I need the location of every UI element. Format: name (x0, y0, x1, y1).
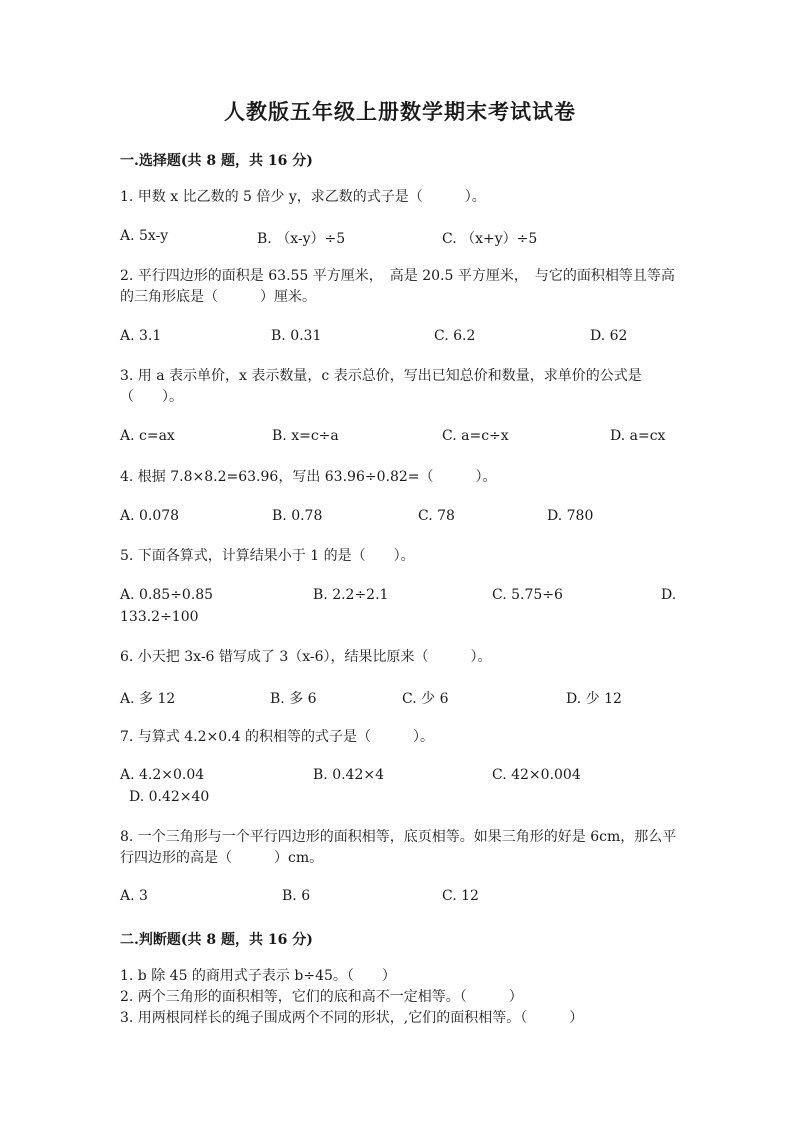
option-b: B. 2.2÷2.1 (313, 587, 389, 603)
question-1: 1. 甲数 x 比乙数的 5 倍少 y，求乙数的式子是（ ）。 (120, 189, 486, 205)
option-c: C. a=c÷x (442, 428, 509, 444)
judgement-2: 2. 两个三角形的面积相等，它们的底和高不一定相等。（ ） (120, 989, 523, 1005)
question-2: 2. 平行四边形的面积是 63.55 平方厘米， 高是 20.5 平方厘米， 与它的面积相等且等高的三角形底是（ ）厘米。 (120, 268, 675, 305)
option-c: C. 78 (418, 508, 455, 524)
question-3-options (120, 428, 680, 450)
question-4-options (120, 508, 680, 530)
option-a: A. 0.078 (120, 508, 180, 524)
judgement-1: 1. b 除 45 的商用式子表示 b÷45。（ ） (120, 968, 396, 984)
question-7-options (120, 767, 680, 811)
option-b: B. （x-y）÷5 (257, 231, 346, 247)
option-a: A. 0.85÷0.85 (120, 587, 214, 603)
section-heading-judgement: 二.判断题(共 8 题，共 16 分) (120, 932, 313, 948)
question-5-options (120, 587, 680, 631)
question-5: 5. 下面各算式，计算结果小于 1 的是（ ）。 (120, 548, 415, 564)
option-b: B. 6 (282, 888, 311, 904)
option-d: D. 0.42×40 (129, 789, 210, 805)
option-a: A. 3 (120, 888, 148, 904)
question-8: 8. 一个三角形与一个平行四边形的面积相等，底页相等。如果三角形的好是 6cm，那么平行四边形的高是（ ）cm。 (120, 829, 677, 866)
option-a: A. 3.1 (120, 328, 162, 344)
question-6-options (120, 688, 680, 710)
option-d-value: 133.2÷100 (120, 609, 199, 625)
option-c: C. （x+y）÷5 (442, 231, 538, 247)
option-c: C. 6.2 (434, 328, 476, 344)
section-heading-choice: 一.选择题(共 8 题，共 16 分) (120, 153, 313, 169)
option-a: A. 多 12 (120, 691, 176, 707)
question-3: 3. 用 a 表示单价，x 表示数量，c 表示总价，写出已知总价和数量，求单价的公式是（ ）。 (120, 368, 642, 405)
page-title: 人教版五年级上册数学期末考试试卷 (224, 99, 576, 124)
option-d: D. (661, 587, 677, 603)
option-c: C. 少 6 (402, 691, 449, 707)
option-b: B. 多 6 (270, 691, 317, 707)
question-7: 7. 与算式 4.2×0.4 的积相等的式子是（ ）。 (120, 729, 434, 745)
judgement-3: 3. 用两根同样长的绳子围成两个不同的形状，,它们的面积相等。（ ） (120, 1010, 584, 1026)
question-6: 6. 小天把 3x-6 错写成了 3（x-6），结果比原来（ ）。 (120, 649, 492, 665)
option-d: D. 62 (590, 328, 628, 344)
question-1-options (120, 228, 680, 250)
option-c: C. 42×0.004 (492, 767, 581, 783)
option-b: B. 0.78 (272, 508, 323, 524)
option-b: B. x=c÷a (272, 428, 339, 444)
option-c: C. 5.75÷6 (492, 587, 563, 603)
option-a: A. c=ax (120, 428, 175, 444)
option-a: A. 5x-y (120, 228, 169, 244)
question-8-options (120, 888, 680, 910)
option-b: B. 0.42×4 (313, 767, 384, 783)
option-d: D. 780 (547, 508, 594, 524)
question-2-options (120, 328, 680, 350)
option-b: B. 0.31 (271, 328, 322, 344)
option-a: A. 4.2×0.04 (120, 767, 205, 783)
option-c: C. 12 (442, 888, 479, 904)
option-d: D. 少 12 (566, 691, 622, 707)
option-d: D. a=cx (610, 428, 666, 444)
question-4: 4. 根据 7.8×8.2=63.96，写出 63.96÷0.82=（ ）。 (120, 469, 497, 485)
